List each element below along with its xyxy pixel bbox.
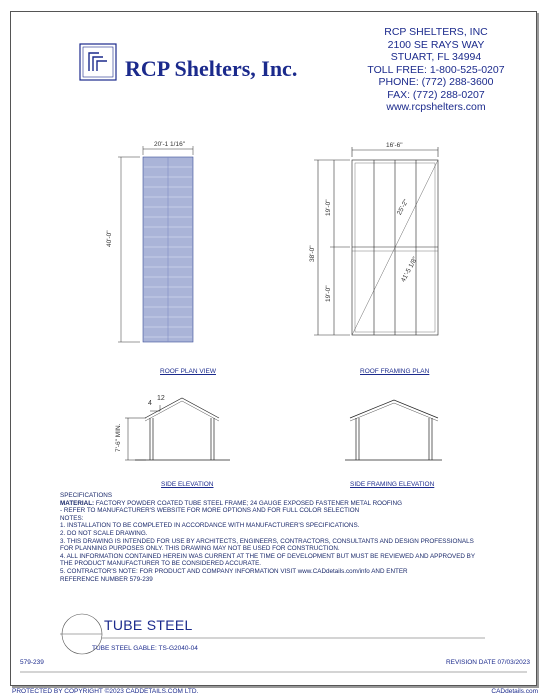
roof-framing-plan (314, 147, 438, 335)
note-item: FOR PLANNING PURPOSES ONLY. THIS DRAWING MAY NOT BE USED FOR CONSTRUCTION. (60, 545, 340, 553)
note-item: THE PRODUCT MANUFACTURER TO BE CONSIDERED ACCURATE. (60, 560, 262, 568)
roof-width-dim: 20'-1 1/16" (154, 141, 186, 148)
website-link[interactable]: www.rcpshelters.com (386, 101, 486, 113)
pitch-run: 12 (157, 395, 165, 402)
framing-bay-dim: 19'-0" (325, 285, 332, 302)
note-item: 4. ALL INFORMATION CONTAINED HEREIN WAS CURRENT AT THE TIME OF DEVELOPMENT BUT MUST BE REVIEWED AND APPROVED BY (60, 552, 476, 560)
caddetails-link[interactable]: CADdetails.com (491, 688, 538, 695)
contact-line: STUART, FL 34994 (390, 51, 482, 63)
note-item: 5. CONTRACTOR'S NOTE: FOR PRODUCT AND COMPANY INFORMATION VISIT www.CADdetails.com/info AND ENTER (60, 567, 408, 575)
height-dim: 7'-6" MIN. (115, 423, 122, 452)
contact-line: TOLL FREE: 1-800-525-0207 (367, 63, 505, 76)
roof-plan-view (118, 146, 193, 342)
drawing-title: TUBE STEEL (104, 617, 193, 633)
material-line (60, 500, 500, 508)
specs-heading: SPECIFICATIONS (60, 492, 113, 499)
contact-line: PHONE: (772) 288-3600 (378, 76, 494, 88)
revision-date: REVISION DATE 07/03/2023 (445, 659, 530, 666)
note-item: 1. INSTALLATION TO BE COMPLETED IN ACCORDANCE WITH MANUFACTURER'S SPECIFICATIONS. (60, 522, 360, 530)
framing-diag-dim: 25'-2" (396, 198, 410, 217)
material-text: FACTORY POWDER COATED TUBE STEEL FRAME; 24 GAUGE EXPOSED FASTENER METAL ROOFING (94, 499, 402, 507)
specifications-block (60, 492, 500, 583)
roof-length-dim: 40'-0" (106, 230, 113, 247)
side-elevation-label: SIDE ELEVATION (161, 481, 214, 488)
framing-length-dim: 38'-0" (309, 245, 316, 262)
copyright-notice: PROTECTED BY COPYRIGHT ©2023 CADDETAILS.COM LTD. (12, 688, 199, 695)
roof-framing-label: ROOF FRAMING PLAN (360, 368, 430, 375)
note-item: 3. THIS DRAWING IS INTENDED FOR USE BY ARCHITECTS, ENGINEERS, CONTRACTORS, CONSULTANTS AND DESIGN PROFESSIONALS (60, 537, 474, 545)
framing-diag-dim: 41'-5 1/8" (400, 255, 420, 284)
framing-bay-dim: 19'-0" (325, 199, 332, 216)
side-framing-elevation (345, 400, 442, 460)
pitch-rise: 4 (148, 400, 152, 407)
roof-plan-label: ROOF PLAN VIEW (160, 368, 216, 375)
company-name: RCP Shelters, Inc. (125, 56, 298, 81)
reference-number: 579-239 (20, 659, 44, 666)
contact-line: 2100 SE RAYS WAY (387, 38, 485, 51)
material-label: MATERIAL: (60, 499, 95, 507)
side-elevation (125, 398, 230, 460)
material-note: - REFER TO MANUFACTURER'S WEBSITE FOR MORE OPTIONS AND FOR FULL COLOR SELECTION (60, 507, 360, 515)
note-item: 2. DO NOT SCALE DRAWING. (60, 529, 148, 537)
contact-line: RCP SHELTERS, INC (384, 26, 488, 38)
framing-width-dim: 16'-6" (386, 142, 403, 149)
note-item: REFERENCE NUMBER 579-239 (60, 575, 153, 583)
notes-heading: NOTES: (60, 514, 84, 522)
contact-line: FAX: (772) 288-0207 (387, 88, 485, 101)
side-framing-label: SIDE FRAMING ELEVATION (350, 481, 435, 488)
drawing-subtitle: TUBE STEEL GABLE: TS-G2040-04 (92, 645, 198, 652)
